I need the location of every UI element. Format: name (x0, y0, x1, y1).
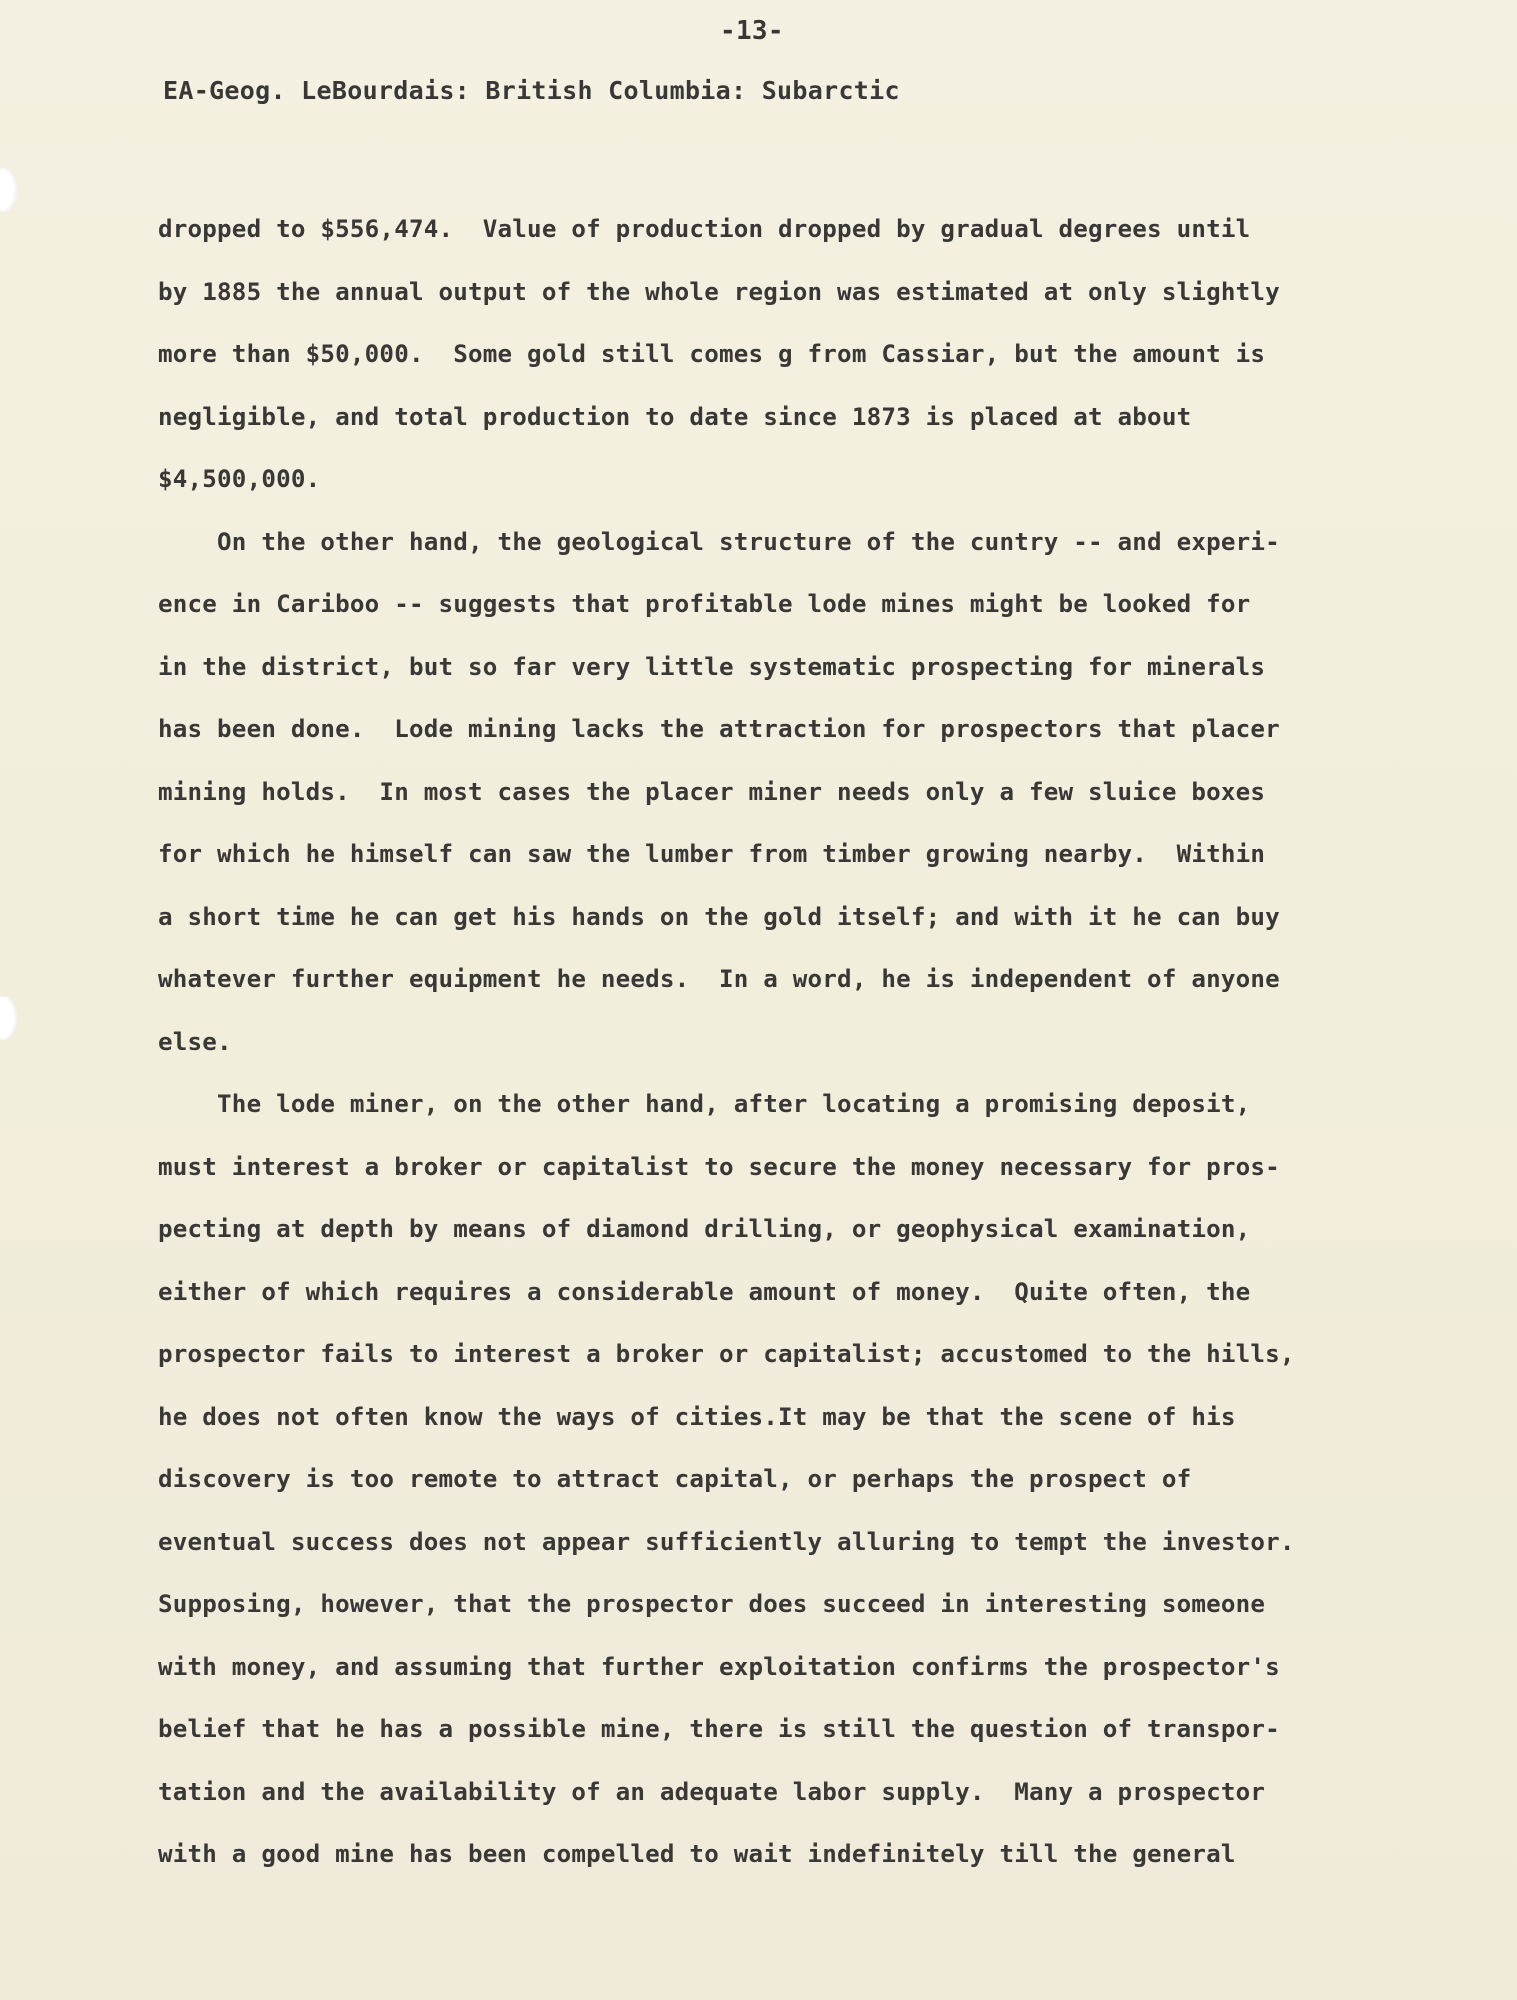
page-number: -13- (720, 16, 784, 46)
text-line: discovery is too remote to attract capital, or perhaps the prospect of (158, 1465, 1192, 1493)
page-header: EA-Geog. LeBourdais: British Columbia: Subarctic (163, 76, 900, 105)
text-line: more than $50,000. Some gold still comes g from Cassiar, but the amount is (158, 340, 1266, 368)
text-line: eventual success does not appear sufficiently alluring to tempt the investor. (158, 1527, 1295, 1556)
text-line: tation and the availability of an adequate labor supply. Many a prospector (158, 1777, 1266, 1806)
text-line: with a good mine has been compelled to wait indefinitely till the general (158, 1840, 1236, 1868)
text-line: a short time he can get his hands on the gold itself; and with it he can buy (158, 902, 1280, 931)
text-line: in the district, but so far very little systematic prospecting for minerals (158, 652, 1266, 681)
text-line: belief that he has a possible mine, there is still the question of transpor- (158, 1715, 1280, 1743)
text-line: he does not often know the ways of cities.It may be that the scene of his (158, 1402, 1236, 1431)
text-line: prospector fails to interest a broker or capitalist; accustomed to the hills, (158, 1340, 1295, 1368)
text-line: must interest a broker or capitalist to secure the money necessary for pros- (158, 1152, 1280, 1181)
text-line: has been done. Lode mining lacks the attraction for prospectors that placer (158, 715, 1280, 743)
text-line: dropped to $556,474. Value of production dropped by gradual degrees until (158, 215, 1251, 243)
text-line: mining holds. In most cases the placer miner needs only a few sluice boxes (158, 777, 1266, 806)
text-line: negligible, and total production to date since 1873 is placed at about (158, 402, 1192, 431)
text-line: either of which requires a considerable amount of money. Quite often, the (158, 1277, 1251, 1306)
text-line: ence in Cariboo -- suggests that profitable lode mines might be looked for (158, 590, 1251, 618)
text-line: pecting at depth by means of diamond drilling, or geophysical examination, (158, 1215, 1251, 1243)
text-line: with money, and assuming that further exploitation confirms the prospector's (158, 1652, 1280, 1681)
punch-hole-middle (0, 996, 18, 1040)
text-line: $4,500,000. (158, 465, 321, 493)
text-line: else. (158, 1027, 232, 1056)
body-text (158, 198, 1358, 1886)
text-line: by 1885 the annual output of the whole region was estimated at only slightly (158, 277, 1280, 306)
punch-hole-top (0, 168, 18, 212)
text-line: The lode miner, on the other hand, after locating a promising deposit, (158, 1090, 1251, 1118)
text-line: Supposing, however, that the prospector does succeed in interesting someone (158, 1590, 1266, 1618)
text-line: whatever further equipment he needs. In a word, he is independent of anyone (158, 965, 1280, 993)
text-line: for which he himself can saw the lumber from timber growing nearby. Within (158, 840, 1266, 868)
text-line: On the other hand, the geological structure of the cuntry -- and experi- (158, 527, 1280, 556)
